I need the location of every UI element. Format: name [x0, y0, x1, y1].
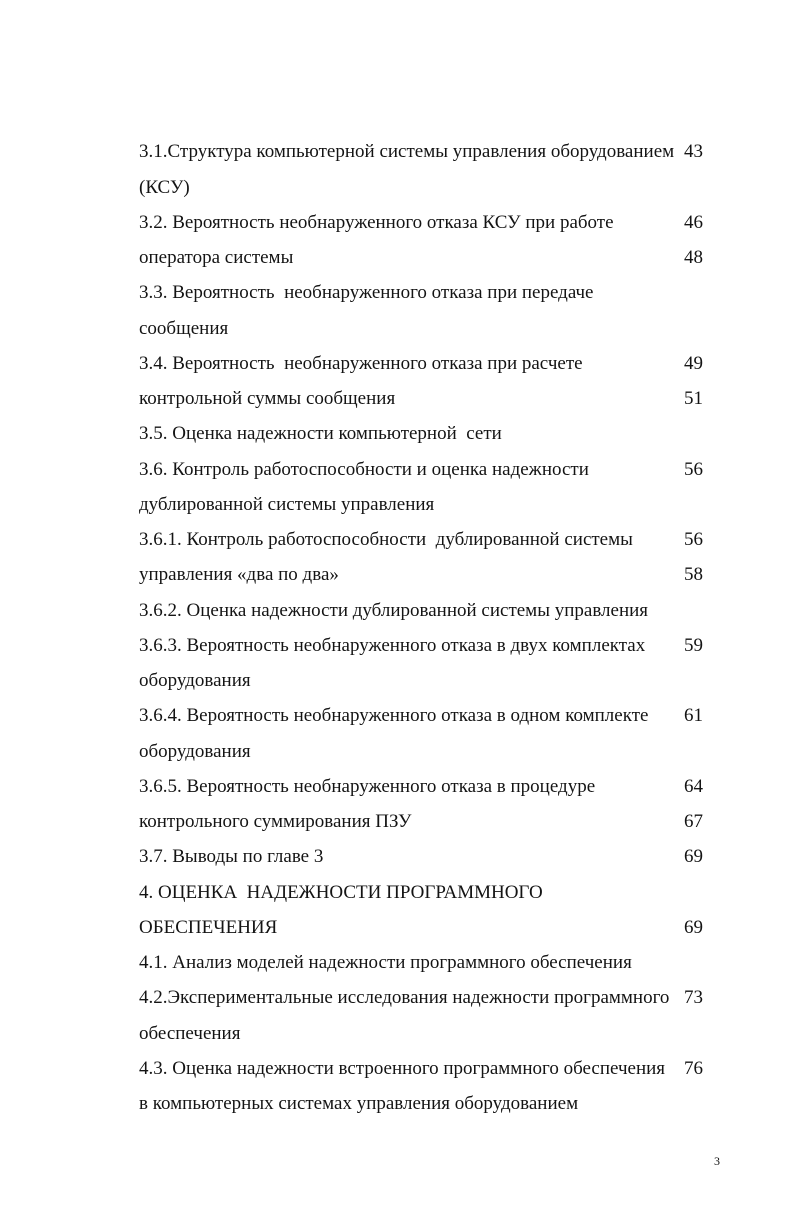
toc-entry-text: 3.2. Вероятность необнаруженного отказа КСУ при работе: [139, 211, 614, 233]
toc-page-number: 73: [684, 987, 703, 1009]
toc-entry-text: управления «два по два»: [139, 564, 339, 586]
toc-entry-text: (КСУ): [139, 176, 190, 198]
toc-page-number: 56: [684, 458, 703, 480]
toc-page-number: 46: [684, 211, 703, 233]
toc-line: [120, 1051, 720, 1115]
toc-line: [120, 557, 720, 621]
toc-page-number: 69: [684, 846, 703, 868]
toc-entry-text: в компьютерных системах управления оборудованием: [139, 1093, 579, 1115]
toc-entry-text: 3.3. Вероятность необнаруженного отказа при передаче: [139, 282, 594, 304]
toc-page-number: 59: [684, 634, 703, 656]
toc-line: [120, 452, 720, 515]
toc-line: [120, 980, 720, 1044]
toc-entry-text: 3.7. Выводы по главе 3: [139, 846, 324, 868]
toc-entry-text: 4. ОЦЕНКА НАДЕЖНОСТИ ПРОГРАММНОГО: [139, 881, 543, 903]
toc-line: [120, 381, 720, 445]
toc-page-number: 48: [684, 247, 703, 268]
toc-entry-text: 3.5. Оценка надежности компьютерной сети: [139, 423, 502, 445]
toc-entry-text: 3.6.4. Вероятность необнаруженного отказа в одном комплекте: [139, 705, 649, 727]
toc-entry-text: 4.1. Анализ моделей надежности программного обеспечения: [139, 952, 632, 974]
toc-entry-text: 4.2.Экспериментальные исследования надежности программного: [139, 987, 670, 1009]
toc-entry-text: 3.6.3. Вероятность необнаруженного отказа в двух комплектах: [139, 634, 646, 656]
toc-page-number: 49: [684, 352, 703, 374]
page-number: 3: [714, 1154, 720, 1168]
toc-entry-text: 3.1.Структура компьютерной системы управления оборудованием: [139, 141, 675, 163]
toc-page-number: 61: [684, 705, 703, 727]
toc-entry-text: обеспечения: [139, 1022, 241, 1044]
toc-entry-text: 3.6.5. Вероятность необнаруженного отказа в процедуре: [139, 775, 596, 797]
table-of-contents: [120, 99, 720, 1115]
toc-entry-text: 3.6.2. Оценка надежности дублированной системы управления: [139, 599, 649, 621]
toc-entry-text: 4.3. Оценка надежности встроенного программного обеспечения: [139, 1057, 666, 1079]
toc-entry-text: 3.6. Контроль работоспособности и оценка надежности: [139, 458, 589, 480]
toc-line: [120, 698, 720, 762]
toc-line: [120, 628, 720, 692]
toc-entry-text: ОБЕСПЕЧЕНИЯ: [139, 916, 278, 938]
toc-line: [120, 240, 720, 304]
toc-page-number: 56: [684, 529, 703, 550]
toc-line: [120, 134, 720, 198]
toc-entry-text: оборудования: [139, 740, 251, 762]
toc-entry-text: 3.6.1. Контроль работоспособности дублированной системы: [139, 529, 633, 551]
toc-page-number: 43: [684, 141, 703, 163]
toc-page-number: 64: [684, 775, 703, 797]
toc-page-number: 58: [684, 564, 703, 586]
toc-entry-text: оборудования: [139, 670, 251, 692]
toc-entry-text: контрольного суммирования ПЗУ: [139, 811, 412, 833]
toc-line: [120, 275, 720, 339]
toc-entry-text: контрольной суммы сообщения: [139, 388, 396, 410]
toc-line: [120, 839, 720, 903]
toc-page-number: 76: [684, 1057, 703, 1079]
toc-entry-text: дублированной системы управления: [139, 493, 435, 515]
toc-page-number: 51: [684, 388, 703, 409]
toc-page-number: 69: [684, 916, 703, 938]
toc-page-number: 67: [684, 811, 703, 832]
toc-entry-text: 3.4. Вероятность необнаруженного отказа при расчете: [139, 352, 583, 374]
toc-entry-text: сообщения: [139, 317, 229, 339]
toc-entry-text: оператора системы: [139, 247, 294, 269]
toc-line: [120, 910, 720, 974]
